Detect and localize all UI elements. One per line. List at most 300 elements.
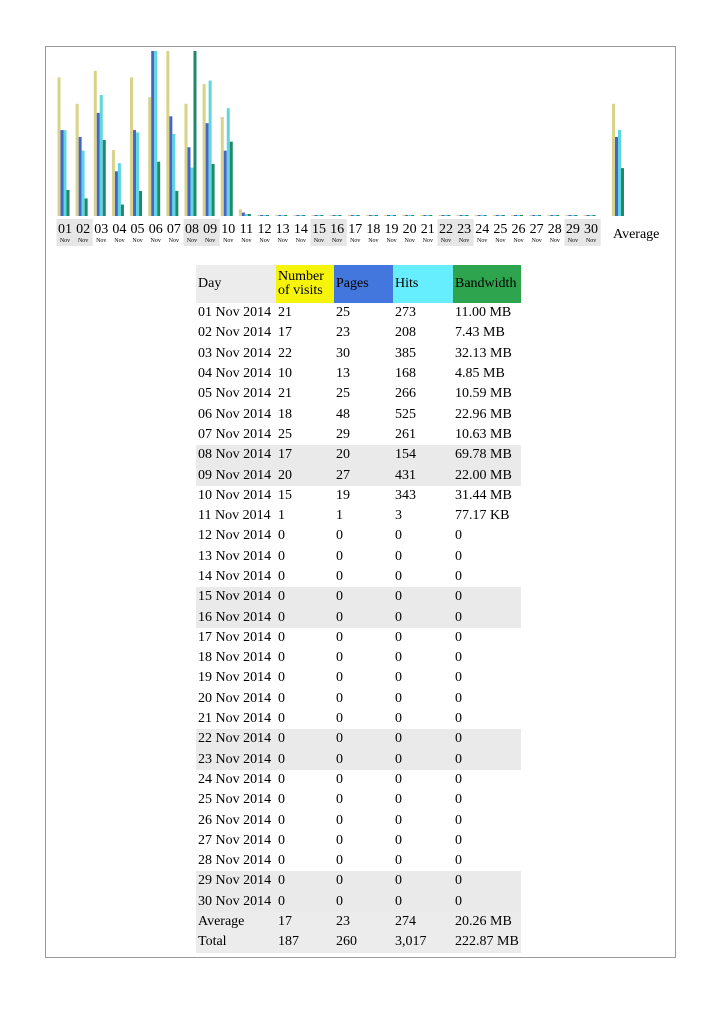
cell-day: 24 Nov 2014 [198, 771, 272, 787]
x-tick-month: Nov [350, 238, 361, 244]
header-hits: Hits [393, 265, 453, 303]
x-tick-label: 04 [112, 222, 127, 237]
bar-hits-14 [299, 215, 302, 216]
bar-pages-26 [514, 215, 517, 216]
cell-hits: 0 [395, 629, 402, 645]
cell-day: 09 Nov 2014 [196, 465, 276, 485]
cell-hits: 525 [395, 406, 416, 422]
cell-bandwidth: 0 [453, 587, 521, 607]
bar-number-of-visits-20 [402, 215, 405, 216]
bar-bandwidth-05 [139, 191, 142, 216]
bar-pages-01 [61, 130, 64, 216]
cell-bandwidth: 11.00 MB [455, 305, 512, 321]
table-row [196, 607, 521, 627]
bar-hits-24 [481, 215, 484, 216]
bar-number-of-visits-15 [311, 215, 314, 216]
table-row [196, 587, 521, 607]
cell-pages: 48 [336, 406, 350, 422]
bar-bandwidth-16 [339, 215, 342, 216]
bar-hits-17 [354, 215, 357, 216]
bar-pages-07 [169, 116, 172, 216]
cell-bandwidth: 0 [455, 569, 462, 584]
cell-hits: 0 [395, 711, 402, 727]
bar-bandwidth-13 [284, 215, 287, 216]
x-tick-month: Nov [368, 238, 379, 244]
cell-pages: 0 [336, 711, 343, 727]
bar-hits-08 [190, 168, 193, 216]
bar-number-of-visits-13 [275, 215, 278, 216]
cell-visits: 0 [276, 729, 334, 749]
bar-bandwidth-29 [574, 215, 577, 216]
bar-hits-09 [209, 81, 212, 216]
cell-hits: 0 [395, 670, 402, 686]
cell-day: 05 Nov 2014 [198, 386, 272, 402]
bar-hits-23 [463, 215, 466, 216]
table-row [196, 384, 521, 404]
cell-visits: 21 [278, 305, 292, 321]
bar-pages-03 [97, 113, 100, 216]
bar-bandwidth-20 [411, 215, 414, 216]
bar-bandwidth-02 [85, 198, 88, 216]
cell-visits: 0 [278, 569, 285, 584]
bar-pages-17 [351, 215, 354, 216]
cell-hits: 0 [395, 853, 402, 869]
cell-hits: 0 [393, 587, 453, 607]
cell-bandwidth: 77.17 KB [455, 508, 510, 524]
table-row [196, 364, 521, 384]
bar-hits-18 [372, 215, 375, 216]
bar-hits-25 [499, 215, 502, 216]
x-tick-month: Nov [241, 238, 252, 244]
cell-day: 25 Nov 2014 [198, 792, 272, 808]
bar-number-of-visits-17 [348, 215, 351, 216]
cell-day: 18 Nov 2014 [198, 650, 272, 666]
bar-number-of-visits-04 [112, 150, 115, 216]
bar-number-of-visits-16 [330, 215, 333, 216]
cell-pages: 25 [336, 386, 350, 402]
cell-pages: 0 [336, 670, 343, 686]
x-tick-month: Nov [277, 238, 288, 244]
cell-day: 19 Nov 2014 [198, 670, 272, 686]
x-tick-label: 12 [257, 222, 272, 237]
x-tick-label: 21 [420, 222, 435, 237]
bar-hits-19 [390, 215, 393, 216]
bar-number-of-visits-29 [565, 215, 568, 216]
cell-day: 02 Nov 2014 [198, 325, 272, 341]
cell-pages: 0 [336, 548, 343, 564]
cell-bandwidth: 0 [455, 792, 462, 808]
x-tick-month: Nov [495, 238, 506, 244]
table-row [196, 344, 521, 364]
cell-day: 21 Nov 2014 [198, 711, 272, 727]
bar-pages-12 [260, 215, 263, 216]
x-tick-month: Nov [567, 238, 579, 244]
bar-pages-28 [550, 215, 553, 216]
x-tick-month: Nov [404, 238, 415, 244]
cell-bandwidth: 32.13 MB [455, 345, 512, 361]
bar-number-of-visits-26 [511, 215, 514, 216]
cell-bandwidth: 22.00 MB [453, 465, 521, 485]
cell-visits: 0 [278, 812, 285, 828]
table-row [196, 871, 521, 891]
cell-day: 11 Nov 2014 [198, 508, 271, 524]
cell-visits: 0 [278, 832, 285, 848]
x-tick-month: Nov [114, 238, 125, 244]
cell-pages: 0 [334, 587, 393, 607]
cell-visits: 0 [278, 771, 285, 787]
cell-visits: 25 [278, 426, 292, 442]
bar-number-of-visits-22 [438, 215, 441, 216]
average-visits: 17 [276, 912, 334, 932]
cell-visits: 10 [278, 366, 292, 382]
total-bandwidth: 222.87 MB [453, 932, 521, 952]
table-row [196, 445, 521, 465]
cell-bandwidth: 22.96 MB [455, 406, 512, 422]
bar-hits-22 [444, 215, 447, 216]
bar-hits-15 [317, 215, 320, 216]
cell-bandwidth: 0 [455, 690, 462, 706]
bar-hits-10 [227, 108, 230, 216]
cell-visits: 0 [276, 607, 334, 627]
x-tick-label: 19 [384, 222, 399, 237]
bar-bandwidth-27 [538, 215, 541, 216]
cell-hits: 0 [395, 690, 402, 706]
cell-hits: 0 [393, 729, 453, 749]
bar-number-of-visits-05 [130, 77, 133, 216]
table-row [196, 303, 521, 323]
cell-hits: 3 [395, 508, 402, 524]
bar-hits-04 [118, 163, 121, 216]
bar-bandwidth-07 [175, 191, 178, 216]
table-row [196, 547, 521, 567]
bar-average-pages [615, 137, 618, 216]
average-bandwidth: 20.26 MB [453, 912, 521, 932]
cell-day: 22 Nov 2014 [196, 729, 276, 749]
bar-bandwidth-04 [121, 205, 124, 216]
cell-day: 10 Nov 2014 [198, 487, 272, 503]
bar-number-of-visits-27 [529, 215, 532, 216]
bar-hits-03 [100, 95, 103, 216]
average-pages: 23 [334, 912, 393, 932]
cell-pages: 27 [334, 465, 393, 485]
table-row [196, 831, 521, 851]
table-row [196, 729, 521, 749]
table-row [196, 628, 521, 648]
x-tick-month: Nov [440, 238, 452, 244]
cell-hits: 0 [393, 871, 453, 891]
x-tick-label: 30 [584, 222, 599, 237]
bar-pages-11 [242, 213, 245, 216]
bar-number-of-visits-21 [420, 215, 423, 216]
bar-bandwidth-08 [193, 51, 196, 216]
cell-bandwidth: 0 [453, 750, 521, 770]
average-label: Average [196, 912, 276, 932]
header-day: Day [196, 265, 276, 303]
cell-hits: 0 [395, 771, 402, 787]
x-tick-month: Nov [549, 238, 560, 244]
bar-number-of-visits-18 [366, 215, 369, 216]
cell-bandwidth: 7.43 MB [455, 325, 505, 341]
cell-day: 06 Nov 2014 [198, 406, 272, 422]
cell-bandwidth: 0 [455, 832, 462, 848]
bar-number-of-visits-30 [584, 215, 587, 216]
x-tick-label: 09 [203, 222, 218, 237]
bar-number-of-visits-19 [384, 215, 387, 216]
x-tick-month: Nov [458, 238, 470, 244]
header-visits: Number of visits [276, 265, 334, 303]
table-row [196, 506, 521, 526]
cell-bandwidth: 0 [453, 871, 521, 891]
x-tick-label: 01 [58, 222, 72, 237]
cell-pages: 0 [334, 871, 393, 891]
cell-day: 17 Nov 2014 [198, 629, 272, 645]
x-tick-month: Nov [59, 238, 71, 244]
x-tick-month: Nov [77, 238, 89, 244]
bar-number-of-visits-11 [239, 209, 242, 216]
cell-visits: 0 [278, 690, 285, 706]
table-header-row [196, 265, 521, 303]
cell-bandwidth: 0 [455, 812, 462, 828]
cell-bandwidth: 0 [455, 853, 462, 869]
cell-pages: 0 [336, 771, 343, 787]
table-body [196, 303, 521, 912]
bar-bandwidth-25 [502, 215, 505, 216]
cell-hits: 0 [393, 892, 453, 912]
table-row [196, 750, 521, 770]
x-tick-month: Nov [531, 238, 542, 244]
table-row [196, 810, 521, 830]
bar-bandwidth-17 [357, 215, 360, 216]
cell-visits: 21 [278, 386, 292, 402]
cell-day: 12 Nov 2014 [198, 528, 272, 544]
bar-pages-19 [387, 215, 390, 216]
cell-day: 04 Nov 2014 [198, 366, 272, 382]
cell-pages: 19 [336, 487, 350, 503]
cell-pages: 0 [334, 729, 393, 749]
x-tick-label: 05 [130, 222, 145, 237]
bar-pages-15 [314, 215, 317, 216]
average-row [196, 912, 521, 932]
bar-pages-29 [568, 215, 571, 216]
x-tick-label: 29 [565, 222, 580, 237]
table-row [196, 465, 521, 485]
x-tick-month: Nov [513, 238, 524, 244]
bar-bandwidth-09 [212, 164, 215, 216]
bar-pages-08 [187, 147, 190, 216]
cell-day: 14 Nov 2014 [198, 569, 272, 584]
bar-hits-11 [245, 214, 248, 216]
bar-number-of-visits-28 [547, 215, 550, 216]
cell-pages: 29 [336, 426, 350, 442]
x-tick-label: 25 [493, 222, 508, 237]
table-row [196, 851, 521, 871]
cell-pages: 1 [336, 508, 343, 524]
cell-day: 08 Nov 2014 [196, 445, 276, 465]
cell-pages: 0 [334, 750, 393, 770]
bar-bandwidth-12 [266, 215, 269, 216]
cell-visits: 0 [276, 587, 334, 607]
bar-bandwidth-03 [103, 140, 106, 216]
cell-visits: 22 [278, 345, 292, 361]
cell-day: 15 Nov 2014 [196, 587, 276, 607]
bar-number-of-visits-24 [475, 215, 478, 216]
bar-bandwidth-28 [556, 215, 559, 216]
cell-hits: 431 [393, 465, 453, 485]
bar-hits-28 [553, 215, 556, 216]
cell-bandwidth: 0 [453, 892, 521, 912]
bar-bandwidth-01 [67, 190, 70, 216]
bar-bandwidth-15 [320, 215, 323, 216]
daily-bar-chart [0, 0, 723, 250]
bar-number-of-visits-23 [457, 215, 460, 216]
cell-day: 29 Nov 2014 [196, 871, 276, 891]
bar-number-of-visits-02 [76, 104, 79, 216]
cell-hits: 343 [395, 487, 416, 503]
x-tick-label: 26 [511, 222, 526, 237]
bar-pages-23 [460, 215, 463, 216]
bar-pages-21 [423, 215, 426, 216]
bar-pages-10 [224, 151, 227, 216]
bar-average-number-of-visits [612, 104, 615, 216]
cell-visits: 0 [276, 871, 334, 891]
cell-hits: 0 [393, 750, 453, 770]
cell-bandwidth: 31.44 MB [455, 487, 512, 503]
bar-hits-13 [281, 215, 284, 216]
bar-pages-30 [587, 215, 590, 216]
bar-bandwidth-23 [466, 215, 469, 216]
x-tick-label: 03 [94, 222, 109, 237]
bar-bandwidth-11 [248, 214, 251, 216]
cell-visits: 20 [276, 465, 334, 485]
cell-visits: 0 [278, 792, 285, 808]
average-label: Average [613, 227, 660, 242]
table-row [196, 486, 521, 506]
cell-visits: 0 [278, 528, 285, 544]
average-hits: 274 [393, 912, 453, 932]
cell-day: 03 Nov 2014 [198, 345, 272, 361]
cell-bandwidth: 10.63 MB [455, 426, 512, 442]
cell-hits: 0 [395, 832, 402, 848]
table-row [196, 709, 521, 729]
bar-number-of-visits-07 [166, 51, 169, 216]
bar-pages-13 [278, 215, 281, 216]
bar-hits-12 [263, 215, 266, 216]
x-tick-month: Nov [96, 238, 107, 244]
bar-number-of-visits-09 [203, 84, 206, 216]
cell-visits: 15 [278, 487, 292, 503]
cell-visits: 0 [276, 892, 334, 912]
table-row [196, 404, 521, 424]
x-tick-month: Nov [422, 238, 433, 244]
x-tick-label: 20 [402, 222, 417, 237]
cell-visits: 17 [278, 325, 292, 341]
table-row [196, 648, 521, 668]
cell-visits: 17 [276, 445, 334, 465]
cell-day: 28 Nov 2014 [198, 853, 272, 869]
bar-bandwidth-26 [520, 215, 523, 216]
cell-hits: 168 [395, 366, 416, 382]
bar-pages-24 [478, 215, 481, 216]
bar-hits-07 [172, 134, 175, 216]
cell-bandwidth: 0 [455, 771, 462, 787]
x-tick-month: Nov [223, 238, 234, 244]
x-tick-month: Nov [132, 238, 143, 244]
cell-pages: 0 [336, 832, 343, 848]
cell-pages: 0 [336, 650, 343, 666]
table-row [196, 526, 521, 546]
cell-pages: 20 [334, 445, 393, 465]
cell-visits: 0 [278, 629, 285, 645]
cell-bandwidth: 0 [455, 629, 462, 645]
bar-bandwidth-10 [230, 142, 233, 216]
cell-hits: 0 [395, 650, 402, 666]
cell-pages: 0 [336, 569, 343, 584]
bar-hits-27 [535, 215, 538, 216]
bar-pages-20 [405, 215, 408, 216]
cell-visits: 0 [278, 670, 285, 686]
bar-number-of-visits-14 [293, 215, 296, 216]
table-row [196, 425, 521, 445]
bar-pages-27 [532, 215, 535, 216]
table-row [196, 567, 521, 587]
cell-pages: 0 [336, 528, 343, 544]
bar-bandwidth-24 [484, 215, 487, 216]
total-pages: 260 [334, 932, 393, 952]
x-tick-month: Nov [331, 238, 343, 244]
cell-hits: 261 [395, 426, 416, 442]
cell-bandwidth: 0 [453, 607, 521, 627]
table-row [196, 323, 521, 343]
cell-bandwidth: 0 [455, 548, 462, 564]
cell-bandwidth: 10.59 MB [455, 386, 512, 402]
header-pages: Pages [334, 265, 393, 303]
cell-bandwidth: 69.78 MB [453, 445, 521, 465]
cell-hits: 0 [393, 607, 453, 627]
cell-day: 30 Nov 2014 [196, 892, 276, 912]
cell-hits: 0 [395, 792, 402, 808]
x-tick-label: 02 [76, 222, 91, 237]
cell-bandwidth: 0 [455, 711, 462, 727]
bar-number-of-visits-25 [493, 215, 496, 216]
bar-bandwidth-06 [157, 162, 160, 216]
total-row [196, 932, 521, 952]
cell-pages: 25 [336, 305, 350, 321]
table-row [196, 770, 521, 790]
bar-pages-06 [151, 51, 154, 216]
cell-day: 26 Nov 2014 [198, 812, 272, 828]
table-row [196, 668, 521, 688]
cell-visits: 0 [276, 750, 334, 770]
x-tick-label: 16 [330, 222, 345, 237]
bar-number-of-visits-03 [94, 71, 97, 216]
x-tick-label: 08 [184, 222, 199, 237]
x-tick-month: Nov [168, 238, 180, 244]
bar-number-of-visits-12 [257, 215, 260, 216]
bar-hits-06 [154, 51, 157, 216]
bar-hits-29 [571, 215, 574, 216]
cell-visits: 0 [278, 853, 285, 869]
cell-day: 23 Nov 2014 [196, 750, 276, 770]
cell-bandwidth: 0 [455, 650, 462, 666]
bar-pages-02 [79, 137, 82, 216]
table-row [196, 689, 521, 709]
bar-pages-05 [133, 130, 136, 216]
bar-hits-01 [64, 130, 67, 216]
total-hits: 3,017 [393, 932, 453, 952]
bar-bandwidth-14 [302, 215, 305, 216]
bar-number-of-visits-01 [58, 77, 61, 216]
x-tick-month: Nov [585, 238, 597, 244]
